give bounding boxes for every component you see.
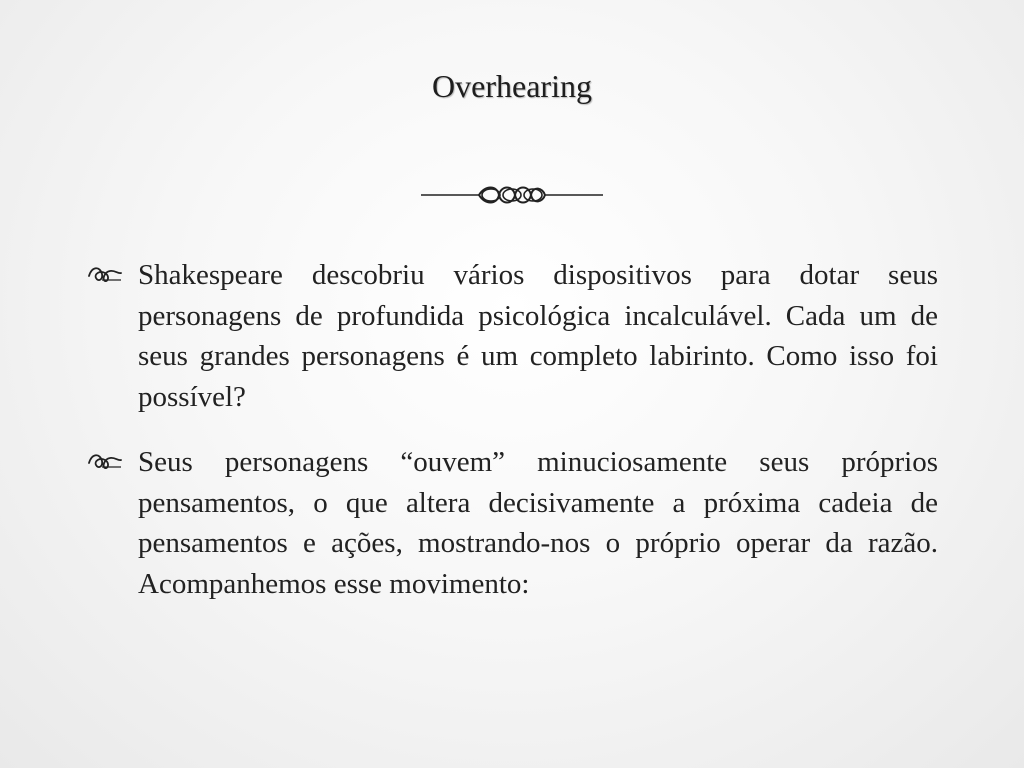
slide-title: Overhearing: [432, 68, 592, 104]
flourish-bullet-icon: [88, 262, 122, 284]
bullet-text: Seus personagens “ouvem” minuciosamente seus próprios pensamentos, o que altera decisivamente a próxima cadeia de pensamentos e ações, mostrando-nos o próprio operar da razão. Acompanhemos esse movimento:: [138, 446, 938, 600]
bullet-list: [88, 255, 938, 629]
flourish-bullet-icon: [88, 449, 122, 471]
bullet-item: [88, 255, 938, 417]
scroll-flourish-icon: [419, 180, 605, 210]
bullet-text: Shakespeare descobriu vários dispositivos para dotar seus personagens de profundida psicológica incalculável. Cada um de seus grandes personagens é um completo labirinto. Como isso foi possível?: [138, 259, 938, 413]
bullet-item: [88, 442, 938, 604]
